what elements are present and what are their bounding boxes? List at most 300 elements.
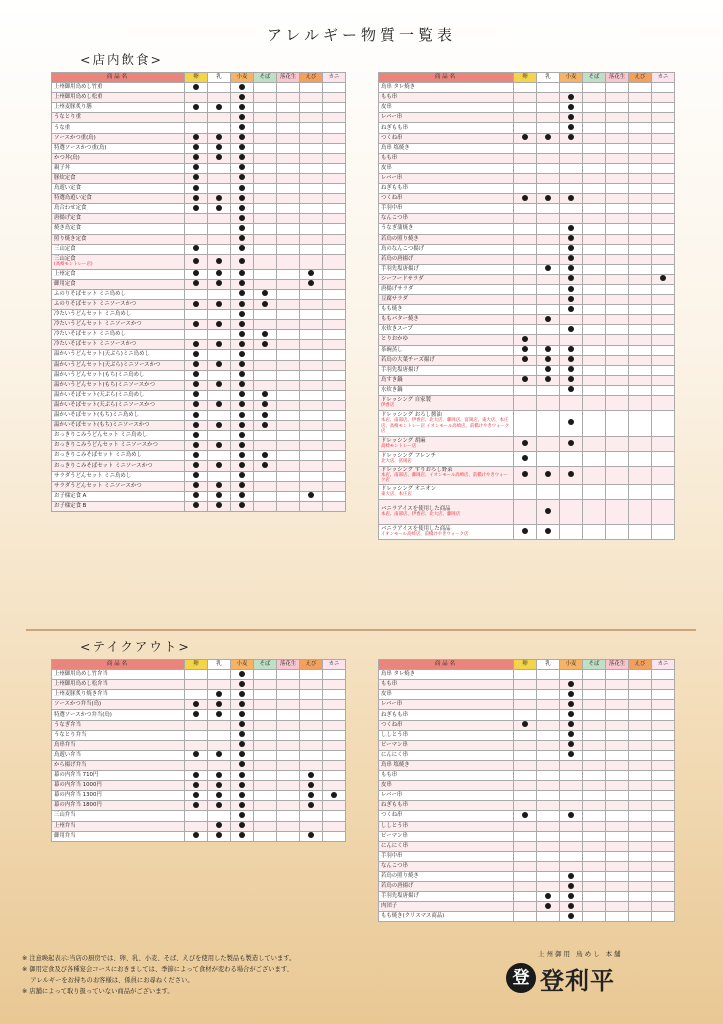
allergen-cell [560,411,583,437]
allergen-cell [323,710,346,720]
section-takeout: <テイクアウト> [80,639,191,654]
allergen-cell [231,821,254,831]
allergen-cell [208,310,231,320]
allergen-cell [254,340,277,350]
table-row [52,299,346,309]
allergen-cell [208,269,231,279]
item-name-cell [52,360,185,370]
contains-dot-icon [216,751,222,757]
allergen-cell [277,710,300,720]
allergen-cell [652,902,675,912]
allergen-cell [231,411,254,421]
allergen-cell [514,882,537,892]
item-name: もも串 [381,681,398,688]
allergen-cell [560,811,583,821]
allergen-cell [300,750,323,760]
item-name: にんにく串 [381,751,408,758]
allergen-cell [560,720,583,730]
header-allergen: 卵 [514,73,537,83]
contains-dot-icon [193,164,199,170]
contains-dot-icon [568,245,574,251]
allergen-cell [606,750,629,760]
allergen-cell [208,93,231,103]
allergen-table-dine-in-right [378,72,675,540]
item-name-cell [379,680,514,690]
allergen-cell [629,690,652,700]
item-name: 皮串 [381,691,392,698]
allergen-cell [560,525,583,540]
contains-dot-icon [239,94,245,100]
allergen-cell [254,821,277,831]
item-name-cell [379,365,514,375]
allergen-cell [583,83,606,93]
allergen-cell [185,710,208,720]
allergen-cell [629,93,652,103]
allergen-cell [560,670,583,680]
contains-dot-icon [308,280,314,286]
allergen-cell [560,451,583,466]
item-name: 手羽中串 [381,205,403,212]
allergen-cell [231,481,254,491]
item-name-cell [379,791,514,801]
item-name: ねぎもも串 [381,711,408,718]
allergen-cell [606,224,629,234]
allergen-cell [583,295,606,305]
table-row [52,234,346,244]
item-name-cell [379,781,514,791]
table-row [52,153,346,163]
allergen-cell [323,750,346,760]
item-name-cell [52,103,185,113]
allergen-cell [583,396,606,411]
allergen-cell [583,680,606,690]
notes [22,953,492,997]
allergen-cell [537,204,560,214]
allergen-cell [300,760,323,770]
allergen-cell [300,831,323,841]
allergen-cell [277,431,300,441]
allergen-cell [231,194,254,204]
allergen-cell [537,295,560,305]
allergen-cell [300,370,323,380]
allergen-cell [185,279,208,289]
allergen-cell [231,279,254,289]
contains-dot-icon [193,134,199,140]
contains-dot-icon [216,205,222,211]
allergen-cell [583,163,606,173]
contains-dot-icon [568,751,574,757]
allergen-cell [629,791,652,801]
allergen-cell [583,466,606,484]
allergen-cell [323,289,346,299]
allergen-cell [583,113,606,123]
allergen-cell [537,821,560,831]
allergen-cell [652,892,675,902]
allergen-cell [583,123,606,133]
item-name-cell [379,133,514,143]
logo-seal-icon: 登 [506,963,536,993]
allergen-cell [277,123,300,133]
allergen-cell [514,781,537,791]
allergen-cell [652,274,675,284]
allergen-cell [208,163,231,173]
contains-dot-icon [239,442,245,448]
allergen-cell [231,370,254,380]
item-name: つくね串 [381,134,403,141]
allergen-cell [231,184,254,194]
allergen-cell [606,781,629,791]
allergen-cell [277,350,300,360]
table-row [379,700,675,710]
allergen-cell [231,254,254,269]
section-dine-in: <店内飲食> [80,52,163,67]
allergen-cell [537,902,560,912]
allergen-cell [560,771,583,781]
item-name-cell [379,525,514,540]
allergen-cell [514,892,537,902]
allergen-cell [231,750,254,760]
item-name: 鳥串 塩焼き [381,144,410,151]
table-row [52,501,346,511]
allergen-cell [185,299,208,309]
table-row [379,436,675,451]
allergen-cell [606,83,629,93]
item-name: うな重 [54,124,71,131]
allergen-cell [231,83,254,93]
allergen-cell [277,194,300,204]
allergen-cell [606,365,629,375]
allergen-cell [185,350,208,360]
contains-dot-icon [193,412,199,418]
contains-dot-icon [262,341,268,347]
table-row [52,194,346,204]
allergen-cell [208,441,231,451]
allergen-cell [208,680,231,690]
allergen-cell [537,355,560,365]
allergen-cell [606,882,629,892]
allergen-cell [514,194,537,204]
allergen-cell [514,411,537,437]
allergen-cell [560,680,583,690]
contains-dot-icon [522,471,528,477]
table-row [52,320,346,330]
contains-dot-icon [193,422,199,428]
header-allergen: カニ [652,73,675,83]
allergen-cell [606,710,629,720]
allergen-cell [231,244,254,254]
allergen-cell [583,214,606,224]
table-row [379,103,675,113]
contains-dot-icon [239,144,245,150]
allergen-cell [629,224,652,234]
allergen-cell [560,153,583,163]
item-name-cell [379,123,514,133]
allergen-cell [208,720,231,730]
item-name-cell [379,861,514,871]
allergen-cell [652,153,675,163]
table-row [52,421,346,431]
item-name: お子様定食 A [54,492,87,499]
allergen-cell [652,680,675,690]
allergen-cell [606,871,629,881]
item-name-cell [379,902,514,912]
allergen-cell [277,244,300,254]
allergen-cell [277,461,300,471]
allergen-cell [560,892,583,902]
contains-dot-icon [193,258,199,264]
allergen-cell [606,113,629,123]
allergen-cell [537,163,560,173]
allergen-cell [208,360,231,370]
contains-dot-icon [239,741,245,747]
allergen-cell [185,380,208,390]
allergen-cell [537,103,560,113]
table-row [379,284,675,294]
allergen-cell [208,224,231,234]
allergen-cell [231,143,254,153]
allergen-cell [300,400,323,410]
allergen-cell [323,330,346,340]
contains-dot-icon [216,321,222,327]
allergen-cell [231,204,254,214]
item-store-note: 東大店、本庄店 [381,491,412,497]
item-name-cell [52,471,185,481]
contains-dot-icon [193,104,199,110]
allergen-cell [208,204,231,214]
allergen-cell [185,103,208,113]
item-name: ドレッシング 胡麻 [381,437,426,444]
table-row [379,902,675,912]
allergen-cell [583,143,606,153]
allergen-cell [652,730,675,740]
item-name: おっきりこみそばセット ミニソースかつ [54,462,153,469]
allergen-cell [606,153,629,163]
allergen-cell [300,431,323,441]
allergen-cell [323,204,346,214]
allergen-cell [537,690,560,700]
contains-dot-icon [308,492,314,498]
allergen-cell [629,525,652,540]
allergen-cell [514,466,537,484]
contains-dot-icon [216,154,222,160]
allergen-cell [537,760,560,770]
allergen-cell [606,274,629,284]
item-name-cell [379,224,514,234]
allergen-cell [629,720,652,730]
allergen-cell [583,355,606,365]
table-row [379,234,675,244]
item-name: ドレッシング すりおろし野菜 [381,466,453,473]
allergen-cell [652,214,675,224]
allergen-cell [277,163,300,173]
allergen-cell [231,791,254,801]
allergen-cell [185,143,208,153]
contains-dot-icon [239,371,245,377]
allergen-cell [583,284,606,294]
allergen-cell [583,194,606,204]
contains-dot-icon [308,832,314,838]
allergen-cell [277,214,300,224]
item-name-cell [379,184,514,194]
allergen-cell [652,690,675,700]
contains-dot-icon [193,442,199,448]
table-row [52,279,346,289]
allergen-cell [300,690,323,700]
allergen-cell [185,831,208,841]
allergen-cell [560,173,583,183]
allergen-cell [208,350,231,360]
allergen-cell [606,385,629,395]
allergen-cell [629,436,652,451]
item-name: 鳥遊い定食 [54,185,81,192]
allergen-cell [514,851,537,861]
allergen-cell [185,244,208,254]
allergen-cell [606,305,629,315]
allergen-cell [254,93,277,103]
allergen-cell [208,690,231,700]
allergen-cell [537,305,560,315]
allergen-cell [231,340,254,350]
allergen-cell [300,680,323,690]
item-name-cell [52,269,185,279]
contains-dot-icon [216,782,222,788]
contains-dot-icon [193,280,199,286]
allergen-cell [537,700,560,710]
allergen-cell [277,451,300,461]
allergen-cell [629,315,652,325]
contains-dot-icon [568,812,574,818]
allergen-cell [514,123,537,133]
item-name: おっきりこみそばセット ミニ鳥めし [54,452,142,459]
allergen-cell [560,690,583,700]
allergen-cell [560,113,583,123]
allergen-cell [652,143,675,153]
allergen-cell [629,851,652,861]
allergen-cell [537,525,560,540]
header-allergen: 卵 [185,660,208,670]
allergen-cell [277,133,300,143]
item-store-note: 本店、南部店、伊香店、北大店、藤岡店、富岡店、東大店、本庄店、高崎モントレー店 イオンモール高崎店、前橋けやきウォーク店 [381,418,510,434]
allergen-cell [560,234,583,244]
allergen-cell [583,184,606,194]
contains-dot-icon [568,691,574,697]
contains-dot-icon [568,195,574,201]
allergen-cell [254,360,277,370]
allergen-cell [652,133,675,143]
allergen-cell [606,690,629,700]
table-row [379,499,675,525]
item-name-cell [52,481,185,491]
allergen-cell [300,163,323,173]
allergen-cell [185,730,208,740]
allergen-cell [537,710,560,720]
contains-dot-icon [262,290,268,296]
allergen-cell [629,234,652,244]
allergen-cell [560,760,583,770]
allergen-cell [185,811,208,821]
allergen-cell [185,234,208,244]
contains-dot-icon [545,903,551,909]
allergen-cell [185,184,208,194]
item-name-cell [379,882,514,892]
allergen-cell [208,194,231,204]
header-allergen: えび [629,73,652,83]
allergen-cell [652,284,675,294]
item-name-cell [379,83,514,93]
contains-dot-icon [545,528,551,534]
allergen-cell [277,811,300,821]
contains-dot-icon [308,792,314,798]
item-name: 鳥すき鍋 [381,376,403,383]
table-row [379,173,675,183]
item-name: 温かいうどんセット(天ぷら)ミニソースかつ [54,361,161,368]
allergen-cell [254,740,277,750]
table-row [52,254,346,269]
allergen-cell [560,740,583,750]
item-name-cell [379,670,514,680]
allergen-cell [629,680,652,690]
allergen-cell [652,831,675,841]
allergen-cell [514,771,537,781]
allergen-cell [208,380,231,390]
allergen-cell [254,760,277,770]
allergen-cell [652,385,675,395]
allergen-cell [537,451,560,466]
allergen-cell [185,310,208,320]
allergen-cell [606,375,629,385]
allergen-cell [277,83,300,93]
allergen-cell [560,484,583,499]
item-name: 上州御用鳥めし松重 [54,94,103,101]
item-name: おっきりこみうどんセット ミニ鳥めし [54,432,148,439]
allergen-cell [300,330,323,340]
item-name: サラダうどんセット ミニソースかつ [54,482,142,489]
allergen-cell [300,740,323,750]
allergen-cell [560,710,583,720]
allergen-cell [606,700,629,710]
contains-dot-icon [522,812,528,818]
allergen-cell [583,851,606,861]
contains-dot-icon [193,502,199,508]
allergen-cell [583,365,606,375]
contains-dot-icon [568,681,574,687]
allergen-cell [514,750,537,760]
allergen-cell [606,163,629,173]
allergen-cell [652,335,675,345]
contains-dot-icon [239,290,245,296]
allergen-cell [277,113,300,123]
allergen-cell [254,461,277,471]
allergen-cell [277,700,300,710]
allergen-cell [652,801,675,811]
allergen-cell [583,811,606,821]
header-allergen: カニ [652,660,675,670]
contains-dot-icon [193,792,199,798]
item-name-cell [52,133,185,143]
allergen-cell [277,411,300,421]
note-line: ※ 御用定食及び各種宴会コースにおきましては、季節によって食材が変わる場合がございます、 [22,966,293,973]
allergen-cell [323,411,346,421]
allergen-cell [583,234,606,244]
contains-dot-icon [216,381,222,387]
allergen-cell [583,315,606,325]
allergen-cell [231,670,254,680]
allergen-cell [300,471,323,481]
allergen-cell [560,912,583,922]
allergen-cell [560,103,583,113]
contains-dot-icon [239,502,245,508]
contains-dot-icon [660,275,666,281]
